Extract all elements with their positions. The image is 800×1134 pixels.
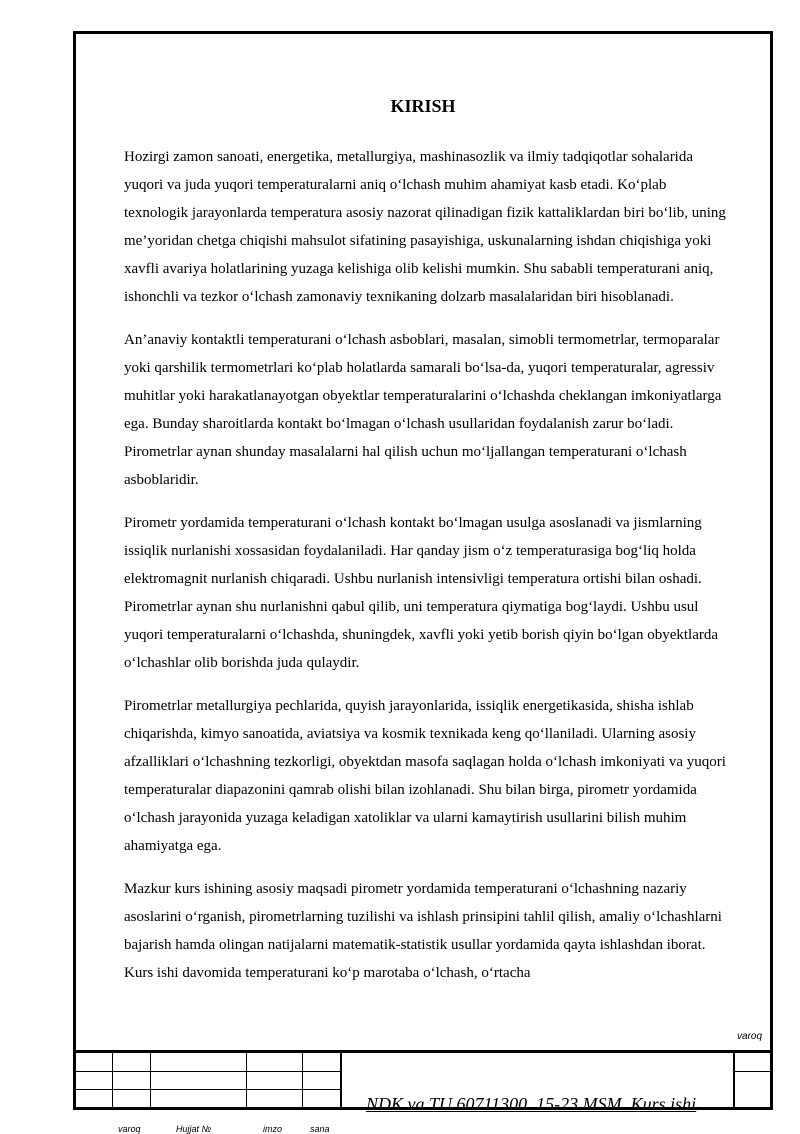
paragraph: An’anaviy kontaktli temperaturani o‘lchash asboblari, masalan, simobli termometrlar, termoparalar yoki qarshilik termometrlari ko‘plab holatlarda samarali bo‘lsa-da, yuqori temperaturalar, agressiv muhitlar yoki harakatlanayotgan obyektlar temperaturalarini o‘lchashda cheklangan imkoniyatlarga ega. Bunday sharoitlarda kontakt bo‘lmagan o‘lchash usullaridan foydalanish zarur bo‘ladi. Pirometrlar aynan shunday masalalarni hal qilish uchun mo‘ljallangan temperaturani o‘lchash asboblaridir.: [124, 332, 722, 488]
document-body: [124, 144, 732, 1003]
paragraph: Hozirgi zamon sanoati, energetika, metallurgiya, mashinasozlik va ilmiy tadqiqotlar sohalarida yuqori va juda yuqori temperaturalarni aniq o‘lchash muhim ahamiyat kasb etadi. Ko‘plab texnologik jarayonlarda temperatura asosiy nazorat qilinadigan fizik kattaliklardan biri bo‘lib, uning me’yoridan chetga chiqishi mahsulot sifatining pasayishiga, uskunalarning ishdan chiqishiga yoki xavfli avariya holatlarining yuzaga kelishiga olib kelishi mumkin. Shu sababli temperaturani aniq, ishonchli va tezkor o‘lchash zamonaviy texnikaning dolzarb masalalaridan biri hisoblanadi.: [124, 149, 726, 305]
title-block-divider: [76, 1071, 340, 1072]
paragraph: Pirometr yordamida temperaturani o‘lchash kontakt bo‘lmagan usulga asoslanadi va jismlarning issiqlik nurlanishi xossasidan foydalaniladi. Har qanday jism o‘z temperaturasiga bog‘liq holda elektromagnit nurlanish chiqaradi. Ushbu nurlanish intensivligi temperatura ortishi bilan oshadi. Pirometrlar aynan shu nurlanishni qabul qilib, uni temperatura qiymatiga bog‘laydi. Ushbu usul yuqori temperaturalarni o‘lchashda, shuningdek, xavfli yoki yetib borish qiyin bo‘lgan obyektlarda o‘lchashlar olib borishda juda qulaydir.: [124, 515, 719, 671]
paragraph: Mazkur kurs ishining asosiy maqsadi pirometr yordamida temperaturani o‘lchashning nazariy asoslarini o‘rganish, pirometrlarning tuzilishi va ishlash prinsipini tahlil qilish, amaliy o‘lchashlarni bajarish hamda olingan natijalarni matematik-statistik usullar yordamida qayta ishlashdan iborat. Kurs ishi davomida temperaturani ko‘p marotaba o‘lchash, o‘rtacha: [124, 881, 722, 981]
title-block-divider: [733, 1053, 735, 1107]
column-label-sheet: varoq: [118, 1124, 141, 1134]
title-block-divider: [246, 1053, 247, 1107]
column-label-document-number: Hujjat №: [176, 1124, 212, 1134]
column-label-date: sana: [310, 1124, 330, 1134]
title-block-divider: [112, 1053, 113, 1107]
title-block-divider: [150, 1053, 151, 1107]
paragraph: Pirometrlar metallurgiya pechlarida, quyish jarayonlarida, issiqlik energetikasida, shisha ishlab chiqarishda, kimyo sanoatida, aviatsiya va kosmik texnikada keng qo‘llaniladi. Ularning asosiy afzalliklari o‘lchashning tezkorligi, obyektdan masofa saqlagan holda o‘lchash imkoniyati va yuqori temperaturalar diapazonini qamrab olishi bilan izohlanadi. Shu bilan birga, pirometr yordamida o‘lchash jarayonida yuzaga keladigan xatoliklar va ularni kamaytirish usullarini bilish muhim ahamiyatga ega.: [124, 698, 726, 854]
title-block-divider: [76, 1089, 340, 1090]
document-code: NDK va TU 60711300. 15-23 MSM. Kurs ishi: [366, 1094, 697, 1114]
column-label-signature: imzo: [263, 1124, 283, 1134]
title-block-divider: [733, 1071, 770, 1072]
sheet-label: varoq: [737, 1031, 763, 1042]
title-block-divider: [302, 1053, 303, 1107]
title-block-divider: [340, 1053, 342, 1107]
page-title: KIRISH: [390, 96, 456, 116]
